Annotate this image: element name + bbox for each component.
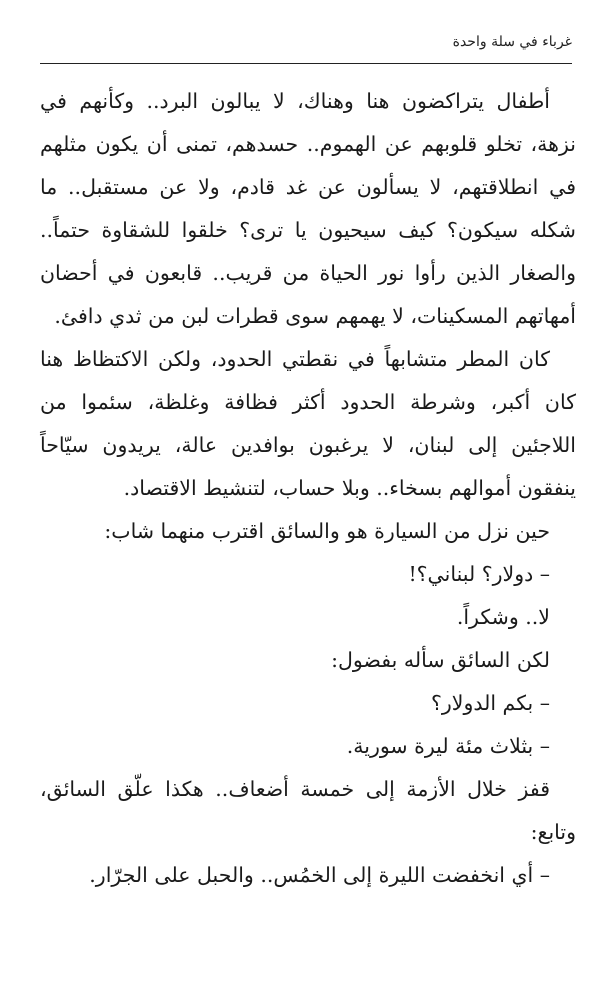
body-text xyxy=(40,80,576,897)
dialogue-line-price: – بثلاث مئة ليرة سورية. xyxy=(346,734,550,758)
dialogue-line-dollar: – دولار؟ لبناني؟! xyxy=(408,562,550,586)
header-divider xyxy=(40,63,572,64)
dialogue-line-lira-drop: – أي انخفضت الليرة إلى الخمُس.. والحبل على الجرّار. xyxy=(89,863,550,887)
paragraph-driver-comment: قفز خلال الأزمة إلى خمسة أضعاف.. هكذا علّق السائق، وتابع: xyxy=(40,777,576,844)
dialogue-line-how-much: – بكم الدولار؟ xyxy=(430,691,550,715)
running-header: غرباء في سلة واحدة xyxy=(452,34,572,50)
paragraph-young-man: حين نزل من السيارة هو والسائق اقترب منهما شاب: xyxy=(104,519,550,543)
dialogue-line-no-thanks: لا.. وشكراً. xyxy=(456,605,550,629)
paragraph-driver-asks: لكن السائق سأله بفضول: xyxy=(331,648,550,672)
paragraph-border-rain: كان المطر متشابهاً في نقطتي الحدود، ولكن الاكتظاظ هنا كان أكبر، وشرطة الحدود أكثر فظافة وغلظة، سئموا من اللاجئين إلى لبنان، لا يرغبون بوافدين عالة، يريدون سيّاحاً ينفقون أموالهم بسخاء.. وبلا حساب، لتنشيط الاقتصاد. xyxy=(40,347,576,500)
paragraph-children: أطفال يتراكضون هنا وهناك، لا يبالون البرد.. وكأنهم في نزهة، تخلو قلوبهم عن الهموم.. حسدهم، تمنى أن يكون مثلهم في انطلاقتهم، لا يسألون عن غد قادم، ولا عن مستقبل.. ما شكله سيكون؟ كيف سيحيون يا ترى؟ خلقوا للشقاوة حتماً.. والصغار الذين رأوا نور الحياة من قريب.. قابعون في أحضان أمهاتهم المسكينات، لا يهمهم سوى قطرات لبن من ثدي دافئ. xyxy=(40,89,576,328)
